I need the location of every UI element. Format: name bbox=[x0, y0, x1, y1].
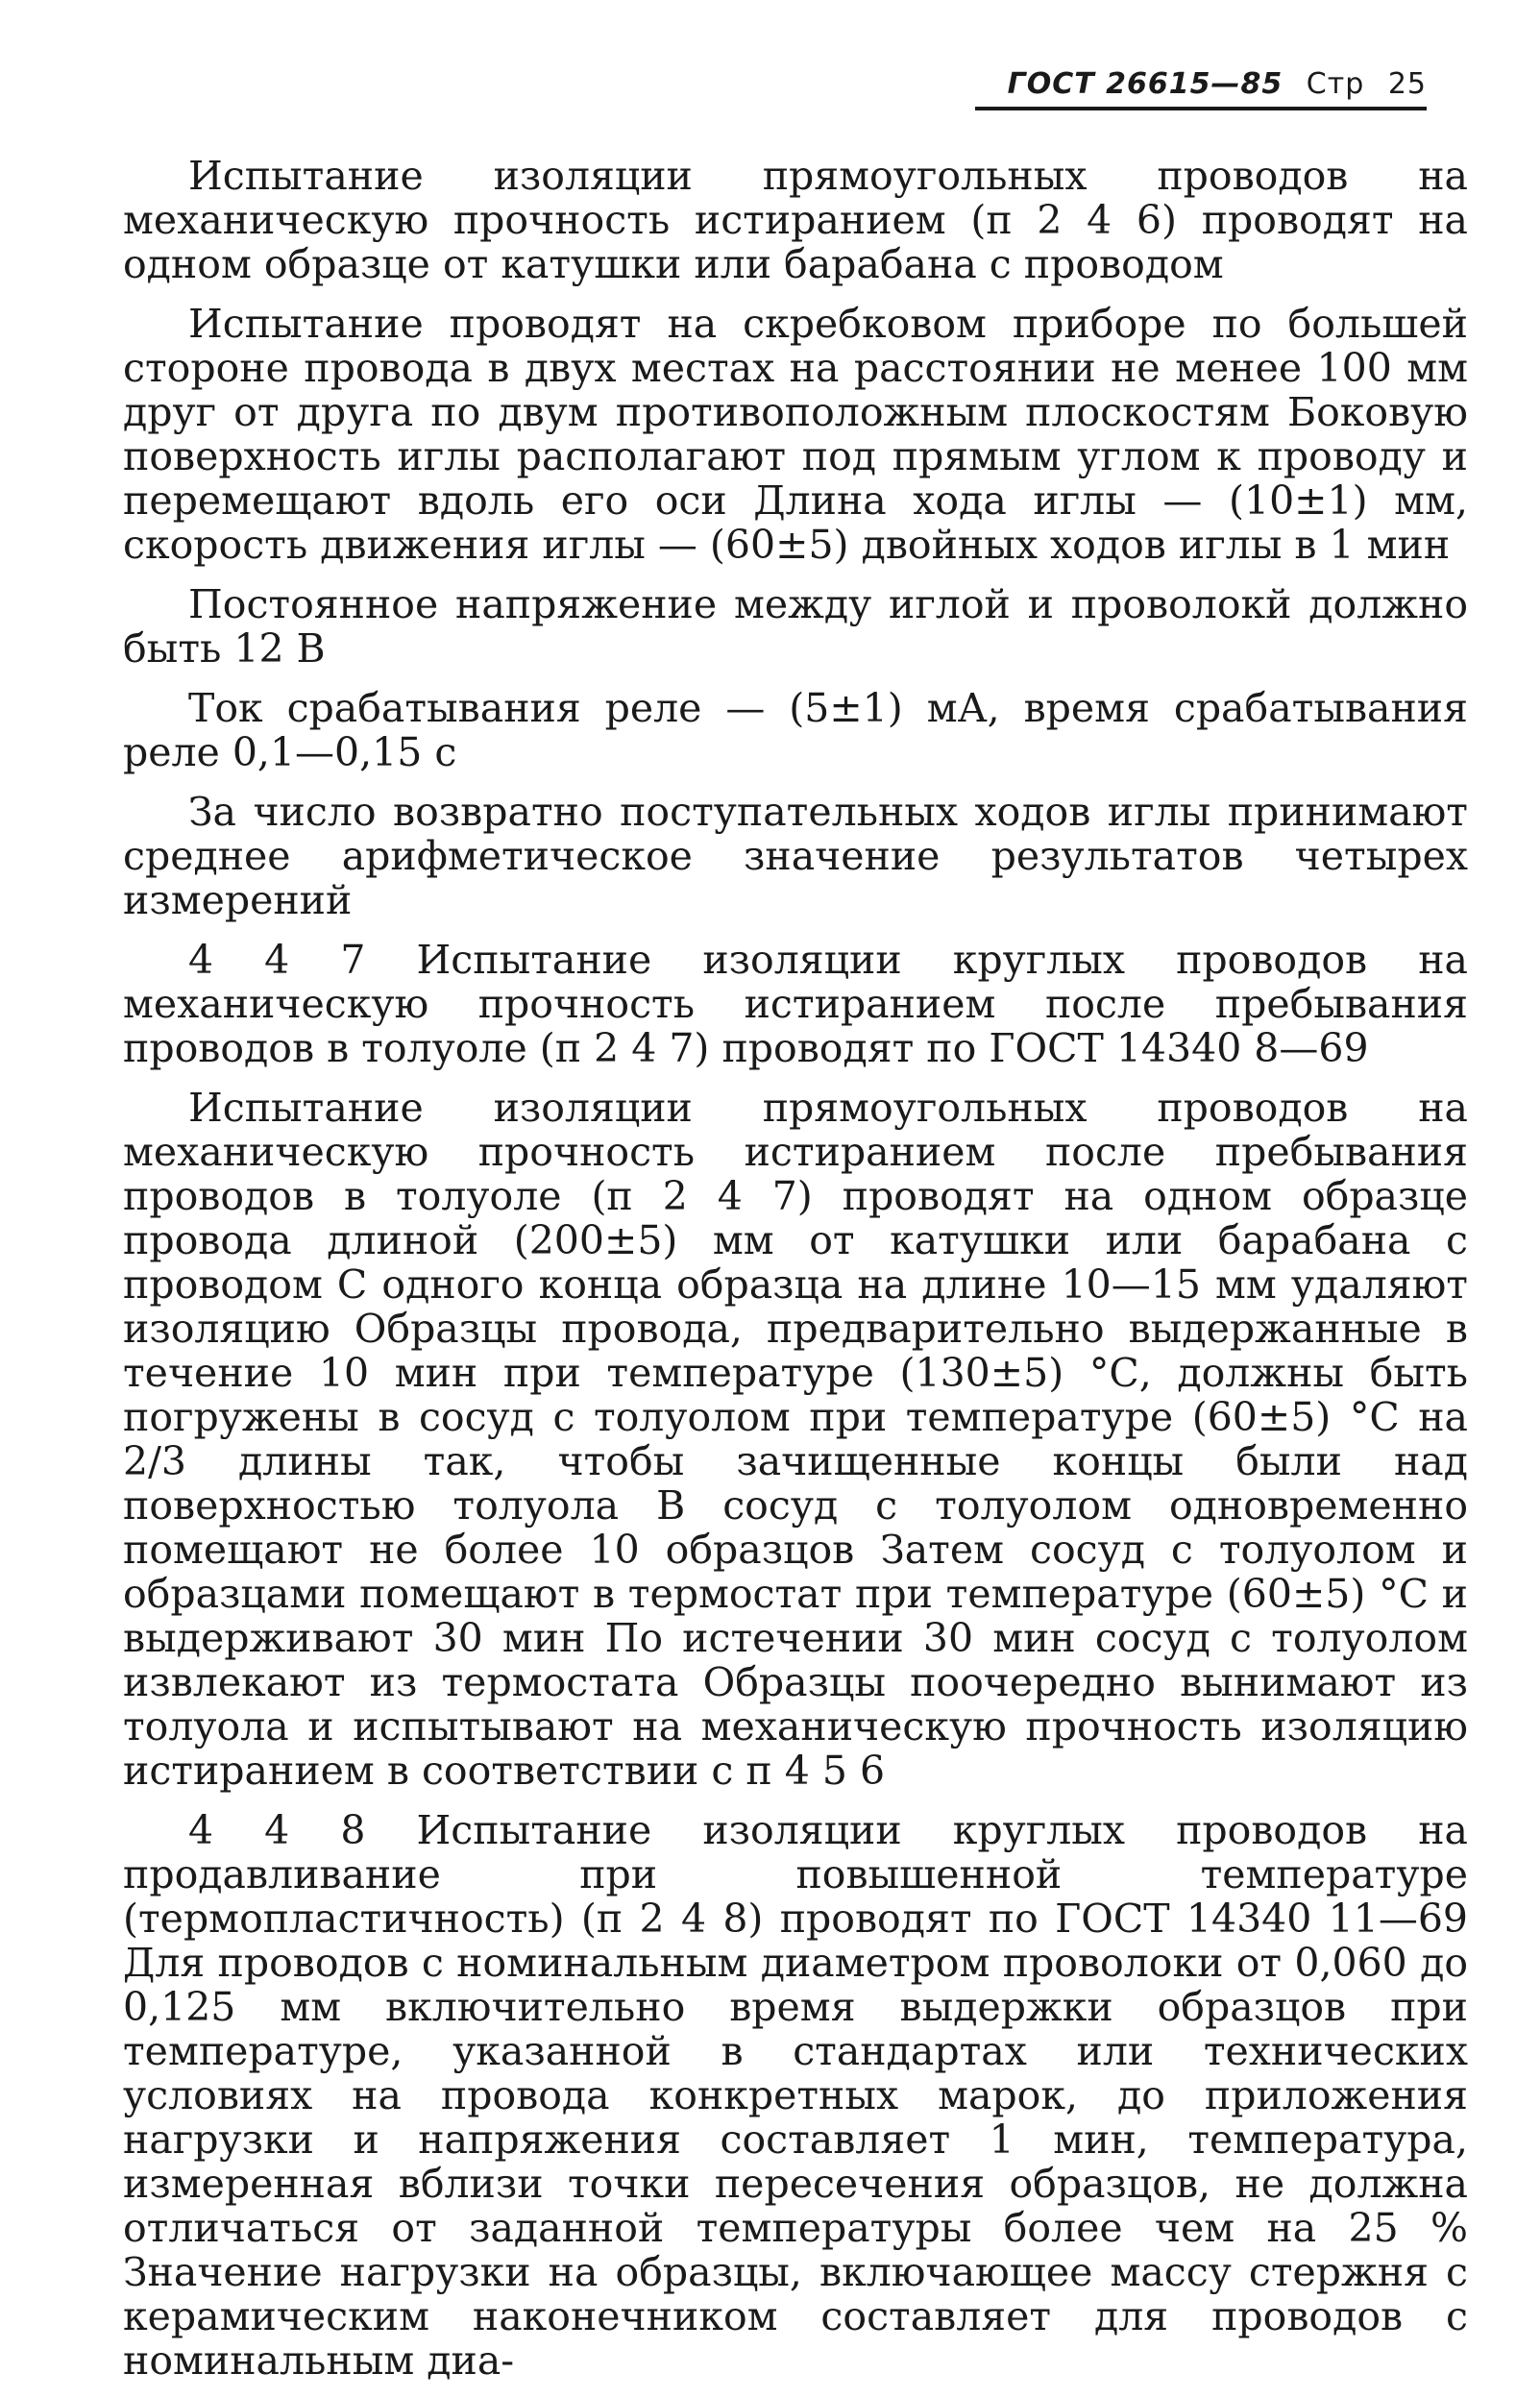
paragraph: Ток срабатывания реле — (5±1) мА, время срабатывания реле 0,1—0,15 с bbox=[123, 685, 1468, 775]
body-text bbox=[123, 154, 1468, 2398]
paragraph: За число возвратно поступательных ходов иглы принимают среднее арифметическое значение результатов четырех измерений bbox=[123, 789, 1468, 923]
section-4-4-8: 4 4 8 Испытание изоляции круглых проводов на продавливание при повышенной температуре (термопластичность) (п 2 4 8) проводят по ГОСТ 14340 11—69 Для проводов с номинальным диаметром проволоки от 0,060 до 0,125 мм включительно время выдержки образцов при температуре, указанной в стандартах или технических условиях на провода конкретных марок, до приложения нагрузки и напряжения составляет 1 мин, температура, измеренная вблизи точки пересечения образцов, не должна отличаться от заданной температуры более чем на 25 % Значение нагрузки на образцы, включающее массу стержня с керамическим наконечником составляет для проводов с номинальным диа- bbox=[123, 1807, 1468, 2384]
page-label: Стр bbox=[1306, 67, 1365, 101]
page-header bbox=[975, 67, 1427, 110]
paragraph: Испытание изоляции прямоугольных проводов на механическую прочность истиранием (п 2 4 6) проводят на одном образце от катушки или барабана с проводом bbox=[123, 153, 1468, 287]
standard-number: ГОСТ 26615—85 bbox=[1007, 67, 1283, 101]
section-4-4-7: 4 4 7 Испытание изоляции круглых проводов на механическую прочность истиранием после пребывания проводов в толуоле (п 2 4 7) проводят по ГОСТ 14340 8—69 bbox=[123, 937, 1468, 1071]
paragraph: Испытание проводят на скребковом приборе по большей стороне провода в двух местах на расстоянии не менее 100 мм друг от друга по двум противоположным плоскостям Боковую поверхность иглы располагают под прямым углом к проводу и перемещают вдоль его оси Длина хода иглы — (10±1) мм, скорость движения иглы — (60±5) двойных ходов иглы в 1 мин bbox=[123, 301, 1468, 568]
page-number: 25 bbox=[1387, 67, 1427, 101]
paragraph: Испытание изоляции прямоугольных проводов на механическую прочность истиранием после пребывания проводов в толуоле (п 2 4 7) проводят на одном образце провода длиной (200±5) мм от катушки или барабана с проводом С одного конца образца на длине 10—15 мм удаляют изоляцию Образцы провода, предварительно выдержанные в течение 10 мин при температуре (130±5) °С, должны быть погружены в сосуд с толуолом при температуре (60±5) °С на 2/3 длины так, чтобы зачищенные концы были над поверхностью толуола В сосуд с толуолом одновременно помещают не более 10 образцов Затем сосуд с толуолом и образцами помещают в термостат при температуре (60±5) °С и выдерживают 30 мин По истечении 30 мин сосуд с толуолом извлекают из термостата Образцы поочередно вынимают из толуола и испытывают на механическую прочность изоляцию истиранием в соответствии с п 4 5 6 bbox=[123, 1085, 1468, 1794]
paragraph: Постоянное напряжение между иглой и проволокй должно быть 12 В bbox=[123, 581, 1468, 672]
